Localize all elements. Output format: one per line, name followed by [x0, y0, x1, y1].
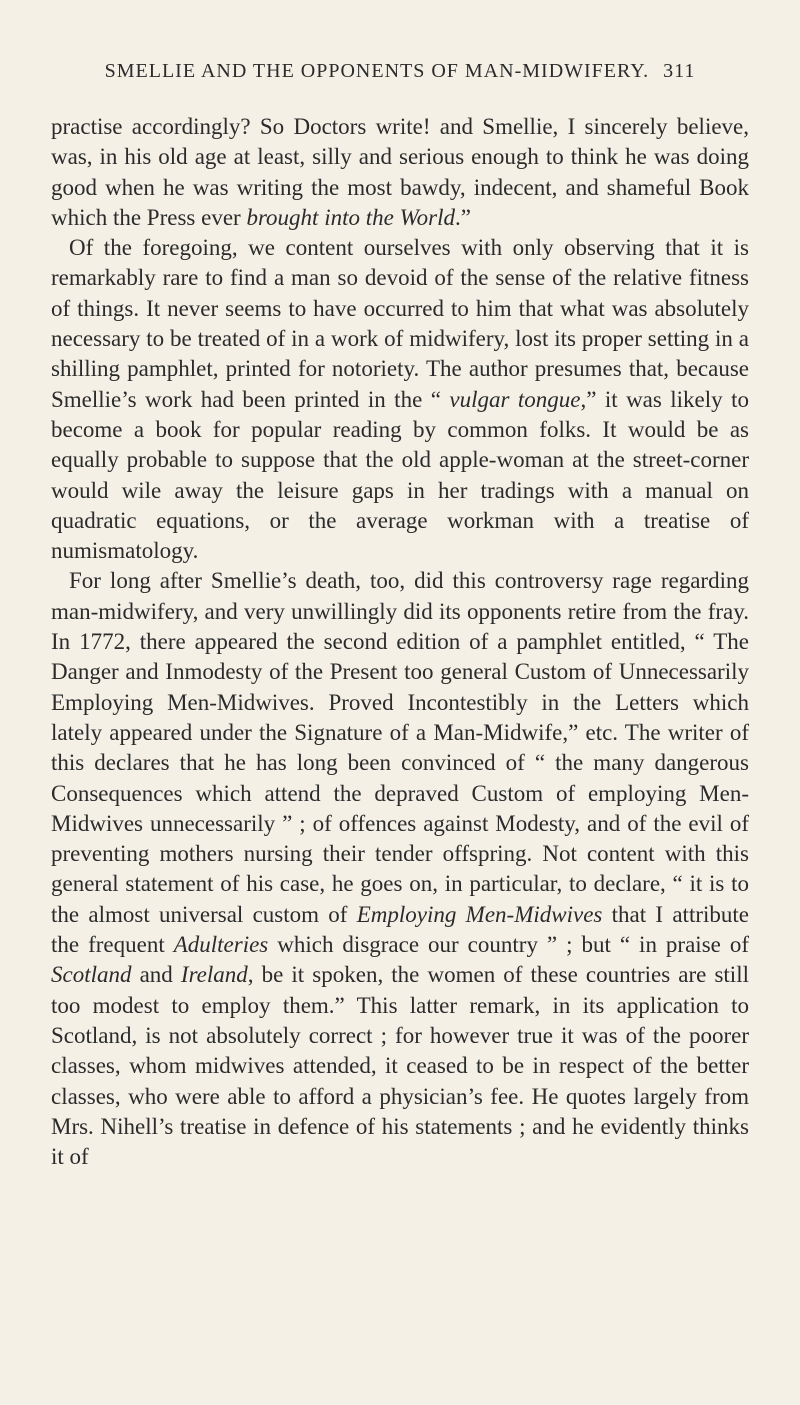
- paragraph-3-text-4: and: [131, 962, 181, 988]
- running-header: [0, 60, 800, 83]
- paragraph-1-italic-phrase-1: brought into the World: [246, 204, 455, 230]
- page-body: [51, 112, 749, 1172]
- paragraph-3-italic-phrase-3: Scotland: [51, 962, 132, 988]
- paragraph-3-italic-phrase-2: Adulteries: [173, 932, 269, 958]
- paragraph-3-italic-phrase-1: Employing Men-Midwives: [356, 901, 603, 927]
- paragraph-3-text-1: For long after Smellie’s death, too, did this controversy rage regarding man-midwifery, and very unwillingly did its opponents retire from the fray. In 1772, there appeared the second edition of a pamphlet entitled, “ The Danger and Inmodesty of the Present too general Custom of Unnecessarily Employing Men-Midwives. Proved Incontestibly in the Letters which lately appeared under the Signature of a Man-Midwife,” etc. The writer of this declares that he has long been convinced of “ the many dangerous Consequences which attend the depraved Custom of employing Men-Midwives unnecessarily ” ; of offences against Modesty, and of the evil of preventing mothers nursing their tender offspring. Not content with this general statement of his case, he goes on, in particular, to declare, “ it is to the almost universal custom of: [51, 568, 749, 927]
- paragraph-1-text-2: .”: [454, 204, 471, 230]
- paragraph-3-text-5: , be it spoken, the women of these countries are still too modest to employ them.” This latter remark, in its application to Scotland, is not absolutely correct ; for however true it was of the poorer classes, whom midwives attended, it ceased to be in respect of the better classes, who were able to afford a physician’s fee. He quotes largely from Mrs. Nihell’s treatise in defence of his statements ; and he evidently thinks it of: [51, 962, 749, 1170]
- paragraph-2-text-2: ,” it was likely to become a book for popular reading by common folks. It would be as equally probable to suppose that the old apple-woman at the street-corner would wile away the leisure gaps in her tradings with a manual on quadratic equations, or the average workman with a treatise of numismatology.: [51, 386, 749, 564]
- paragraph-1-text-1: practise accordingly? So Doctors write! and Smellie, I sincerely believe, was, in his old age at least, silly and serious enough to think he was doing good when he was writing the most bawdy, indecent, and shameful Book which the Press ever: [51, 114, 749, 230]
- paragraph-2-text-1: Of the foregoing, we content ourselves with only observing that it is remarkably rare to find a man so devoid of the sense of the relative fitness of things. It never seems to have occurred to him that what was absolutely necessary to be treated of in a work of midwifery, lost its proper setting in a shilling pamphlet, printed for notoriety. The author presumes that, because Smellie’s work had been printed in the “: [51, 235, 749, 412]
- running-head-title: SMELLIE AND THE OPPONENTS OF MAN-MIDWIFERY.: [104, 60, 650, 82]
- paragraph-1: [51, 112, 749, 233]
- paragraph-3-text-3: which disgrace our country ” ; but “ in praise of: [268, 932, 749, 958]
- page-number: 311: [663, 60, 696, 82]
- paragraph-2: [51, 233, 749, 566]
- paragraph-3-italic-phrase-4: Ireland: [180, 962, 248, 988]
- paragraph-3: [51, 566, 749, 1172]
- paragraph-2-italic-phrase-1: vulgar tongue: [449, 386, 581, 412]
- paragraph-3-text-2: that I attribute the frequent: [51, 901, 749, 958]
